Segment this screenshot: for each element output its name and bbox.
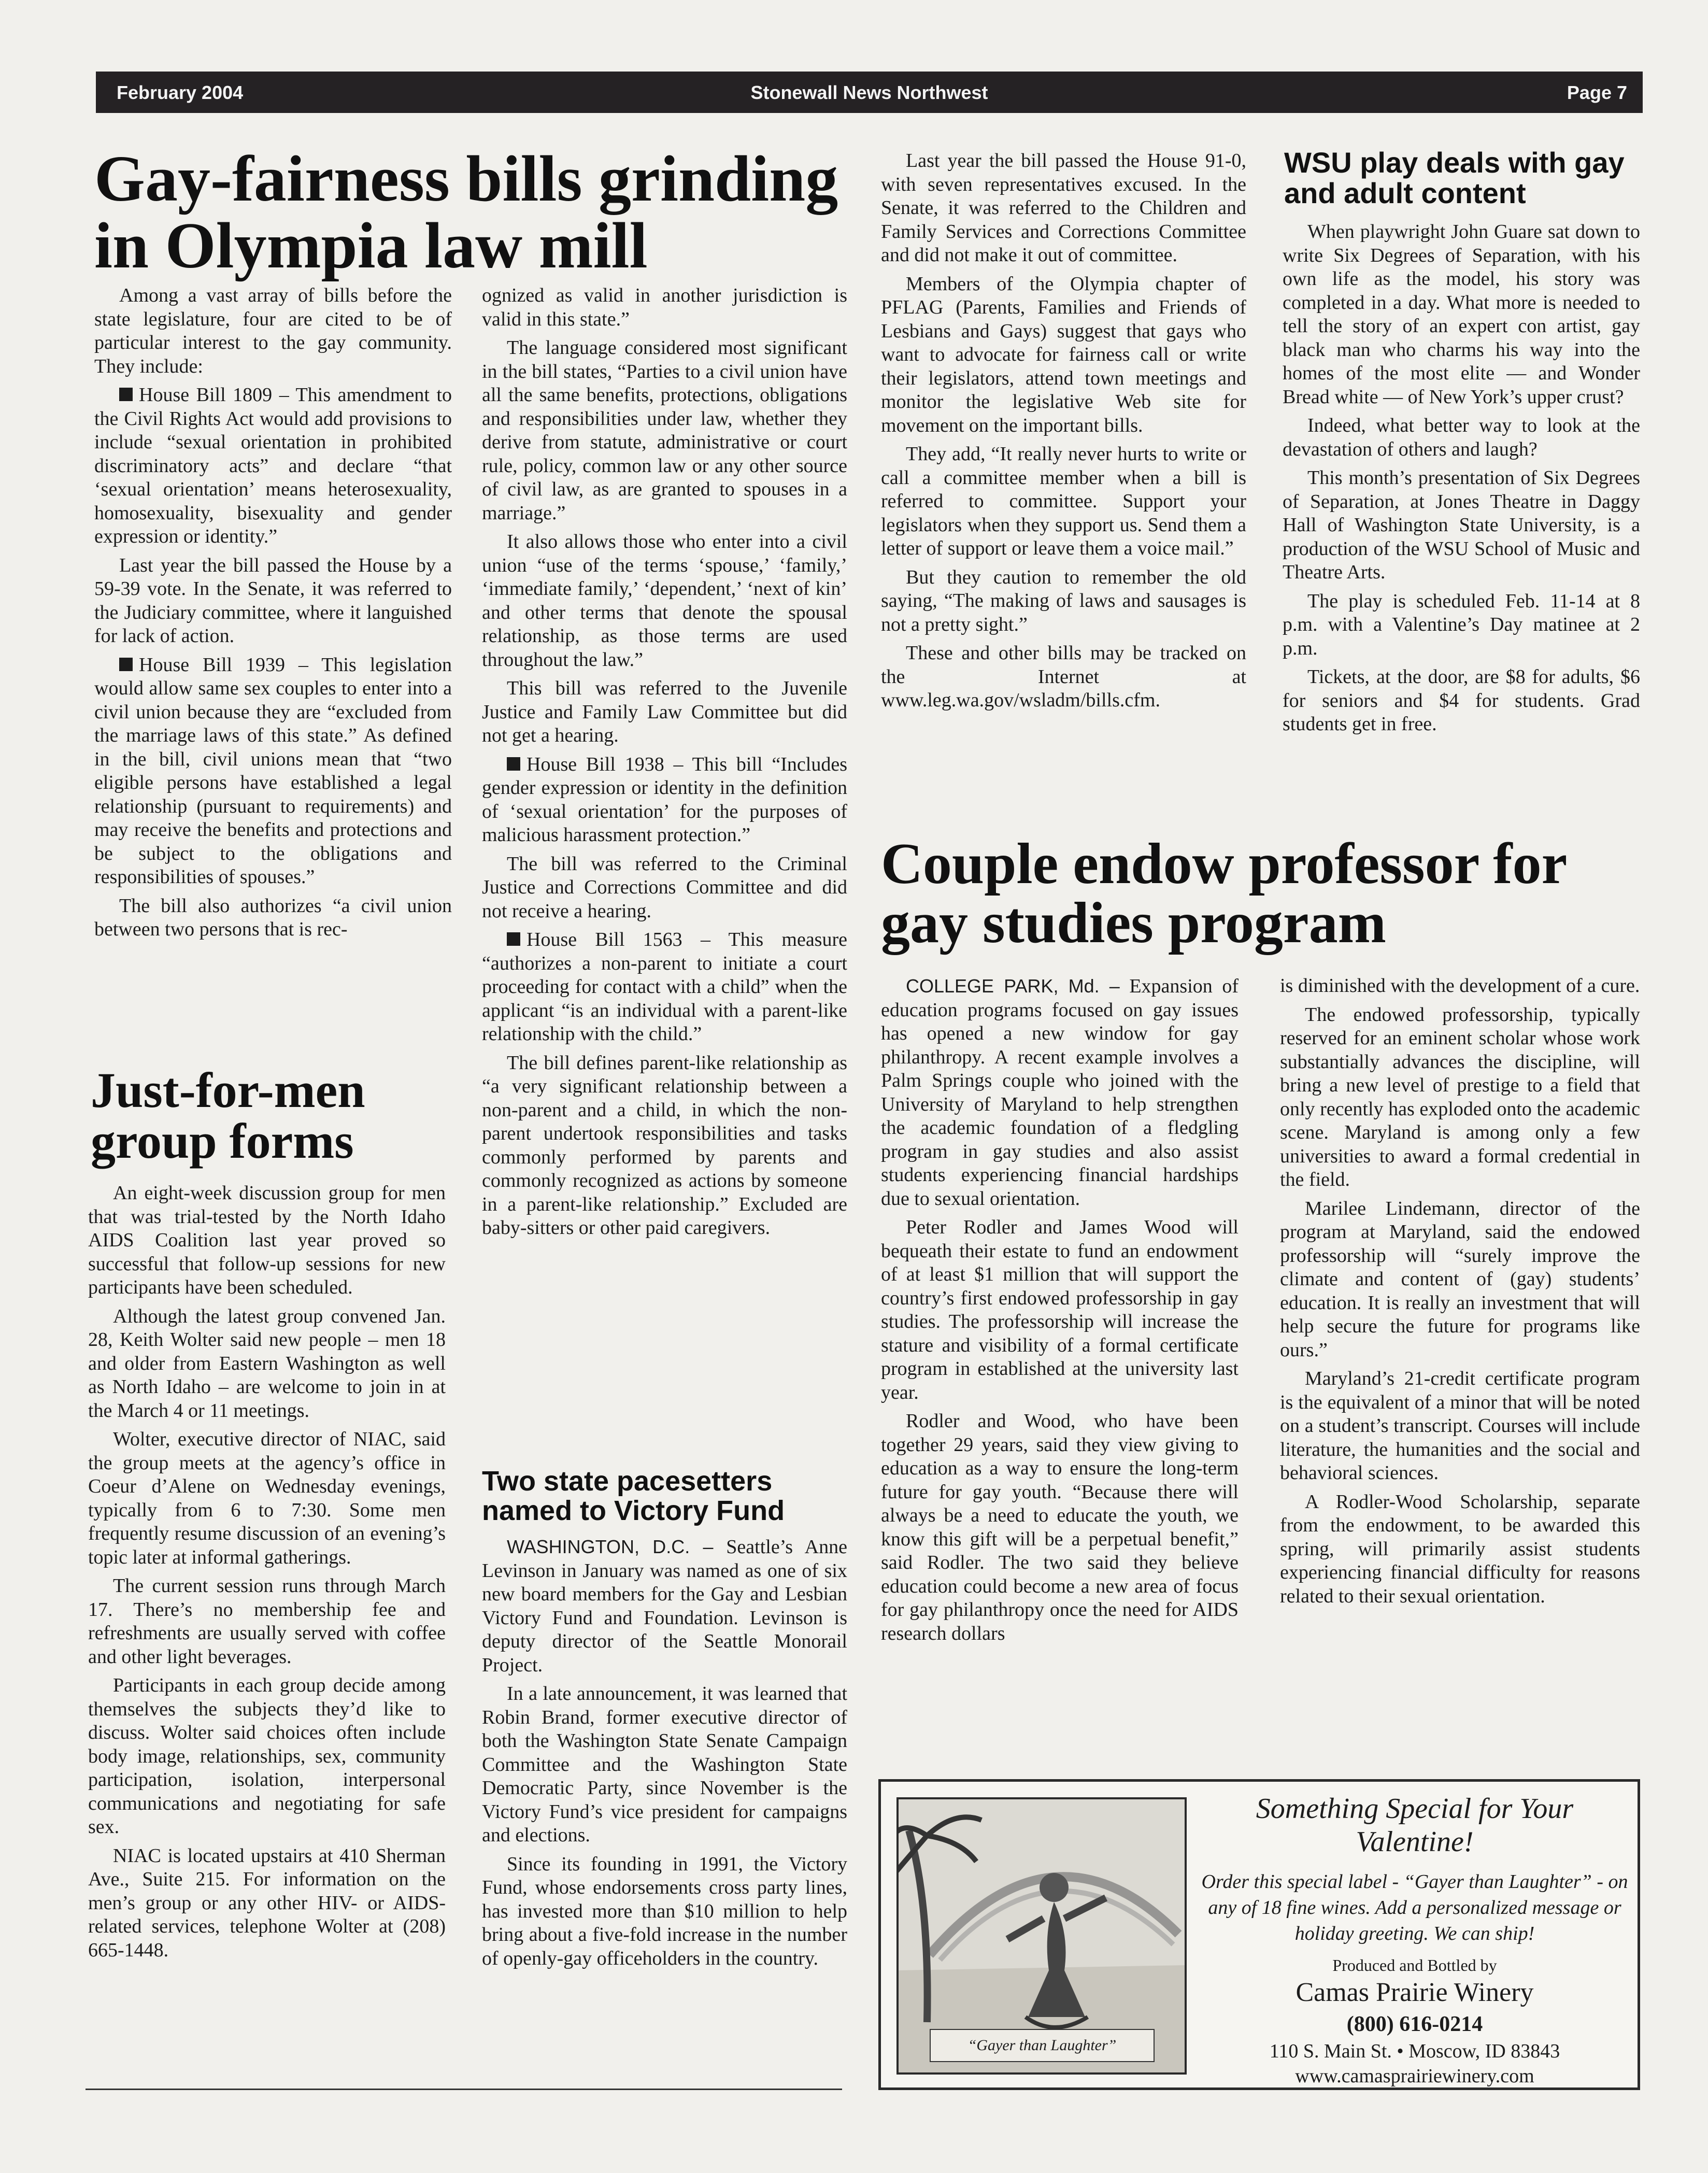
paragraph: The play is scheduled Feb. 11-14 at 8 p.m. with a Valentine’s Day matinee at 2 p.m. xyxy=(1283,590,1640,659)
paragraph-with-dateline: COLLEGE PARK, Md. – Expansion of education programs focused on gay issues has opened a new window for gay philanthropy. A recent example involves a Palm Springs couple who joined with the University of Maryland to help strengthen the academic foundation of a fledgling program in gay studies and also assist students experiencing financial hardships due to sexual orientation. xyxy=(881,975,1239,1210)
article-wsu-play-body xyxy=(1283,220,1640,742)
ad-produced-by: Produced and Bottled by xyxy=(1332,1956,1497,1975)
paragraph: Last year the bill passed the House 91-0, with seven representatives excused. In the Senate, it was referred to the Children and Family Services and Corrections Committee and did not make it out of committee. xyxy=(881,150,1246,266)
paragraph: Although the latest group convened Jan. 28, Keith Wolter said new people – men 18 and older from Eastern Washington as well as North Idaho – are welcome to join in at the March 4 or 11 meetings. xyxy=(88,1305,446,1422)
article-headline-endow-professor: Couple endow professor for gay studies program xyxy=(881,832,1567,956)
article-mens-group-body xyxy=(88,1182,446,1967)
paragraph: Wolter, executive director of NIAC, said the group meets at the agency’s office in Coeur d’Alene on Wednesday evenings, typically from 6 to 7:30. Some men frequently resume discussion of an evening’s topic later at informal gatherings. xyxy=(88,1428,446,1568)
bullet-square-icon xyxy=(507,932,520,946)
paragraph: Indeed, what better way to look at the devastation of others and laugh? xyxy=(1283,415,1640,460)
paragraph: They add, “It really never hurts to write or call a committee member when a bill is referred to committee. Support your legislators when they support us. Send them a letter of support or leave them a voice mail.” xyxy=(881,443,1246,559)
winery-name: Camas Prairie Winery xyxy=(1296,1978,1534,2007)
paragraph: The endowed professorship, typically reserved for an eminent scholar whose work substantially advances the discipline, will bring a new level of prestige to a field that only recently has exploded onto the academic scene. Maryland is among only a few universities to award a formal credential in the field. xyxy=(1280,1003,1640,1190)
publication-name: Stonewall News Northwest xyxy=(750,82,988,103)
paragraph: Last year the bill passed the House by a 59-39 vote. In the Senate, it was referred to the Judiciary committee, where it languished for lack of action. xyxy=(94,554,452,647)
paragraph: The bill defines parent-like relationship as “a very significant relationship between a non-parent and a child, in which the non-parent undertook responsibilities and tasks commonly performed by parents and commonly recognized as actions by someone in a parent-like relationship.” Excluded are baby-sitters or other paid caregivers. xyxy=(482,1052,847,1239)
paragraph: Rodler and Wood, who have been together 29 years, said they view giving to education as a way to ensure the long-term future for gay youth. “Because there will always be a need to educate the youth, we know this gift will be a perpetual benefit,” said Rodler. The two said they believe education could become a new area of focus for gay philanthropy once the need for AIDS research dollars xyxy=(881,1410,1239,1644)
paragraph-with-dateline: WASHINGTON, D.C. – Seattle’s Anne Levinson in January was named as one of six new board members for the Gay and Lesbian Victory Fund and Foundation. Levinson is deputy director of the Seattle Monorail Project. xyxy=(482,1536,847,1676)
article-fairness-col-1 xyxy=(94,284,452,947)
paragraph: Members of the Olympia chapter of PFLAG (Parents, Families and Friends of Lesbians and Gays) suggest that gays who want to advocate for fairness call or write their legislators, attend town meetings and monitor the legislative Web site for movement on the important bills. xyxy=(881,273,1246,436)
paragraph: Tickets, at the door, are $8 for adults, $6 for seniors and $4 for students. Grad students get in free. xyxy=(1283,666,1640,735)
article-fairness-col-2 xyxy=(482,284,847,1245)
article-headline-wsu-play: WSU play deals with gay and adult content xyxy=(1284,146,1625,209)
article-fairness-col-3 xyxy=(881,149,1246,718)
paragraph: Marilee Lindemann, director of the program at Maryland, said the endowed professorship will “surely improve the climate and content of (gay) students’ education. It is really an investment that will help secure the future for programs like ours.” xyxy=(1280,1197,1640,1361)
paragraph: These and other bills may be tracked on the Internet at www.leg.wa.gov/wsladm/bills.cfm. xyxy=(881,642,1246,711)
paragraph: The language considered most significant in the bill states, “Parties to a civil union have all the same benefits, protections, obligations and responsibilities under law, whether they derive from statute, administrative or court rule, policy, common law or any other source of civil law, as are granted to spouses in a marriage.” xyxy=(482,337,847,524)
paragraph-bill-1938: House Bill 1938 – This bill “Includes gender expression or identity in the definition of ‘sexual orientation’ for the purposes of malicious harassment protection.” xyxy=(482,753,847,846)
article-headline-mens-group: Just-for-men group forms xyxy=(91,1062,365,1169)
winery-phone: (800) 616-0214 xyxy=(1346,2012,1483,2036)
article-endow-col-1 xyxy=(881,974,1239,1651)
paragraph: A Rodler-Wood Scholarship, separate from the endowment, to be awarded this spring, will primarily assist students experiencing financial difficulty for reasons related to their sexual orientation. xyxy=(1280,1490,1640,1607)
paragraph-bill-1939: House Bill 1939 – This legislation would allow same sex couples to enter into a civil union because they are “excluded from the marriage laws of this state.” As defined in the bill, civil unions mean that “two eligible persons have established a legal relationship (pursuant to requirements) and may receive the benefits and protections and be subject to the obligations and responsibilities of spouses.” xyxy=(94,654,452,888)
paragraph: Peter Rodler and James Wood will bequeath their estate to fund an endowment of at least $1 million that will support the country’s first endowed professorship in gay studies. The professorship will increase the stature and visibility of a formal certificate program in established at the university last year. xyxy=(881,1216,1239,1403)
bullet-square-icon xyxy=(119,388,133,401)
winery-address: 110 S. Main St. • Moscow, ID 83843 xyxy=(1269,2040,1560,2062)
paragraph: The current session runs through March 17. There’s no membership fee and refreshments are usually served with coffee and other light beverages. xyxy=(88,1575,446,1668)
page-header-bar xyxy=(96,72,1643,113)
article-headline-fairness-bills: Gay-fairness bills grinding in Olympia law mill xyxy=(94,143,838,282)
column-bottom-rule xyxy=(86,2089,842,2090)
ad-title: Something Special for Your Valentine! xyxy=(1256,1793,1574,1858)
paragraph: Participants in each group decide among themselves the subjects they’d like to discuss. Wolter said choices often include body image, relationships, sex, community participation, isolation, interpersonal communications and negotiating for safe sex. xyxy=(88,1674,446,1838)
gayer-than-laughter-label-illustration xyxy=(896,1797,1187,2075)
issue-date: February 2004 xyxy=(117,82,244,103)
paragraph-bill-1809: House Bill 1809 – This amendment to the Civil Rights Act would add provisions to include “sexual orientation in prohibited discriminatory acts” and declare “that ‘sexual orientation’ means heterosexuality, homosexuality, bisexuality and gender expression or identity.” xyxy=(94,384,452,547)
paragraph: It also allows those who enter into a civil union “use of the terms ‘spouse,’ ‘family,’ ‘immediate family,’ ‘dependent,’ ‘next of kin’ and other terms that denote the spousal relationship, as those terms are used throughout the law.” xyxy=(482,531,847,671)
paragraph: This month’s presentation of Six Degrees of Separation, at Jones Theatre in Daggy Hall of Washington State University, is a production of the WSU School of Music and Theatre Arts. xyxy=(1283,467,1640,583)
paragraph: Among a vast array of bills before the state legislature, four are cited to be of particular interest to the gay community. They include: xyxy=(94,285,452,377)
paragraph: But they caution to remember the old saying, “The making of laws and sausages is not a pretty sight.” xyxy=(881,566,1246,635)
winery-website: www.camasprairiewinery.com xyxy=(1295,2065,1534,2087)
paragraph: Maryland’s 21-credit certificate program is the equivalent of a minor that will be noted on a student’s transcript. Courses will include literature, the humanities and the social and behavioral sciences. xyxy=(1280,1368,1640,1484)
paragraph: The bill was referred to the Criminal Justice and Corrections Committee and did not receive a hearing. xyxy=(482,853,847,922)
ad-description: Order this special label - “Gayer than Laughter” - on any of 18 fine wines. Add a personalized message or holiday greeting. We can ship! xyxy=(1201,1871,1628,1944)
paragraph: ognized as valid in another jurisdiction is valid in this state.” xyxy=(482,285,847,330)
paragraph: Since its founding in 1991, the Victory Fund, whose endorsements cross party lines, has invested more than $10 million to help bring about a five-fold increase in the number of openly-gay officeholders in the country. xyxy=(482,1853,847,1969)
page-number: Page 7 xyxy=(1567,82,1627,103)
article-headline-victory-fund: Two state pacesetters named to Victory Fund xyxy=(482,1466,785,1526)
bullet-square-icon xyxy=(507,757,520,771)
label-caption: “Gayer than Laughter” xyxy=(930,2029,1155,2062)
paragraph: This bill was referred to the Juvenile Justice and Family Law Committee but did not get a hearing. xyxy=(482,677,847,746)
winery-advertisement xyxy=(878,1779,1640,2090)
dateline: COLLEGE PARK, Md. – xyxy=(906,975,1120,997)
paragraph: NIAC is located upstairs at 410 Sherman Ave., Suite 215. For information on the men’s group or any other HIV- or AIDS-related services, telephone Wolter at (208) 665-1448. xyxy=(88,1844,446,1961)
paragraph-bill-1563: House Bill 1563 – This measure “authorizes a non-parent to initiate a court proceeding for contact with a child” when the applicant “is an individual with a parent-like relationship with the child.” xyxy=(482,929,847,1045)
paragraph: An eight-week discussion group for men that was trial-tested by the North Idaho AIDS Coalition last year proved so successful that follow-up sessions for new participants have been scheduled. xyxy=(88,1182,446,1298)
article-victory-fund-body xyxy=(482,1535,847,1976)
paragraph: is diminished with the development of a cure. xyxy=(1280,975,1640,997)
paragraph: When playwright John Guare sat down to write Six Degrees of Separation, with his own life as the model, his story was completed in a day. What more is needed to tell the story of an expert con artist, gay black man who charms his way into the homes of the most elite — and Wonder Bread white — of New York’s upper crust? xyxy=(1283,221,1640,408)
ad-copy xyxy=(1197,1792,1632,2090)
dateline: WASHINGTON, D.C. – xyxy=(507,1536,714,1557)
paragraph: The bill also authorizes “a civil union between two persons that is rec- xyxy=(94,894,452,940)
bullet-square-icon xyxy=(119,658,133,671)
article-endow-col-2 xyxy=(1280,974,1640,1613)
paragraph: In a late announcement, it was learned that Robin Brand, former executive director of both the Washington State Senate Campaign Committee and the Washington State Democratic Party, since November is the Victory Fund’s vice president for campaigns and elections. xyxy=(482,1683,847,1846)
